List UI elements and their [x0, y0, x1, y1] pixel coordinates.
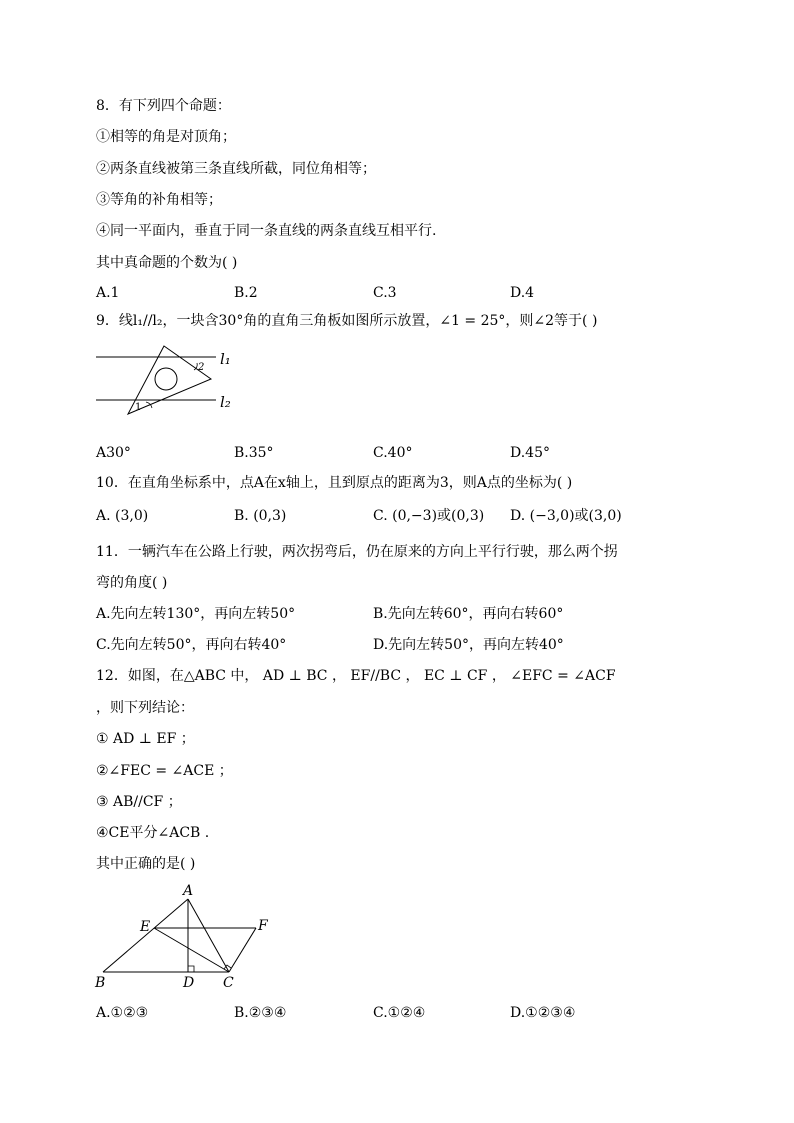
q8-prop-4: ④同一平面内，垂直于同一条直线的两条直线互相平行. — [96, 223, 437, 239]
q8-stem: 8．有下列四个命题： — [96, 98, 231, 114]
q9-option-a: A30° — [96, 445, 131, 461]
q9-option-c: C.40° — [373, 445, 413, 461]
q10-option-b: B. (0,3) — [234, 508, 287, 524]
q12-stem-line-1: 12．如图，在△ABC 中， AD ⊥ BC ， EF//BC ， EC ⊥ CF ， ∠EFC = ∠ACF — [96, 668, 616, 684]
q12-ask: 其中正确的是( ) — [96, 856, 196, 872]
label-angle-1: 1 — [135, 402, 142, 413]
q8-option-d: D.4 — [510, 285, 535, 301]
segment-ac — [188, 899, 229, 972]
q10-option-c: C. (0,−3)或(0,3) — [373, 508, 485, 524]
q12-figure-triangle-abc — [92, 880, 282, 992]
q10-option-d: D. (−3,0)或(3,0) — [510, 508, 622, 524]
q11-stem-line-2: 弯的角度( ) — [96, 575, 168, 591]
label-e: E — [140, 919, 151, 935]
label-f: F — [258, 918, 268, 934]
q9-option-d: D.45° — [510, 445, 550, 461]
q12-option-c: C.①②④ — [373, 1005, 426, 1021]
segment-cf — [229, 928, 256, 972]
q12-conclusion-4: ④CE平分∠ACB . — [96, 825, 210, 841]
q11-stem-line-1: 11．一辆汽车在公路上行驶，两次拐弯后，仍在原来的方向上平行行驶，那么两个拐 — [96, 544, 618, 560]
q9-stem: 9．线l₁//l₂，一块含30°角的直角三角板如图所示放置，∠1 = 25°，则∠2等于( ) — [96, 313, 598, 329]
q8-option-c: C.3 — [373, 285, 397, 301]
q11-option-a: A.先向左转130°，再向左转50° — [96, 606, 296, 622]
segment-ab — [103, 899, 188, 972]
q9-option-b: B.35° — [234, 445, 274, 461]
label-c: C — [223, 975, 234, 991]
q10-stem: 10．在直角坐标系中，点A在x轴上，且到原点的距离为3，则A点的坐标为( ) — [96, 475, 573, 491]
set-square-hole — [155, 368, 177, 390]
label-angle-2: 2 — [198, 362, 205, 373]
q8-option-b: B.2 — [234, 285, 258, 301]
label-l1: l₁ — [220, 350, 231, 368]
label-l2: l₂ — [220, 393, 231, 411]
q12-option-d: D.①②③④ — [510, 1005, 576, 1021]
right-angle-mark-d — [188, 966, 194, 972]
q12-stem-line-2: ，则下列结论： — [96, 700, 194, 716]
label-b: B — [95, 975, 106, 991]
q9-figure-parallel-lines-triangle — [94, 342, 244, 418]
q11-option-b: B.先向左转60°，再向右转60° — [373, 606, 564, 622]
q8-prop-1: ①相等的角是对顶角； — [96, 129, 236, 145]
label-d: D — [183, 975, 195, 991]
label-a: A — [183, 883, 194, 899]
q8-option-a: A.1 — [96, 285, 120, 301]
q12-conclusion-2: ②∠FEC = ∠ACE ； — [96, 763, 233, 779]
q11-option-d: D.先向左转50°，再向左转40° — [373, 637, 564, 653]
q11-option-c: C.先向左转50°，再向右转40° — [96, 637, 287, 653]
q8-ask: 其中真命题的个数为( ) — [96, 255, 238, 271]
q12-conclusion-1: ① AD ⊥ EF ； — [96, 731, 195, 747]
segment-ec — [154, 928, 229, 972]
q10-option-a: A. (3,0) — [96, 508, 149, 524]
q12-option-a: A.①②③ — [96, 1005, 149, 1021]
q12-conclusion-3: ③ AB//CF ； — [96, 794, 182, 810]
q8-prop-2: ②两条直线被第三条直线所截，同位角相等； — [96, 161, 376, 177]
q12-option-b: B.②③④ — [234, 1005, 287, 1021]
q8-prop-3: ③等角的补角相等； — [96, 192, 222, 208]
